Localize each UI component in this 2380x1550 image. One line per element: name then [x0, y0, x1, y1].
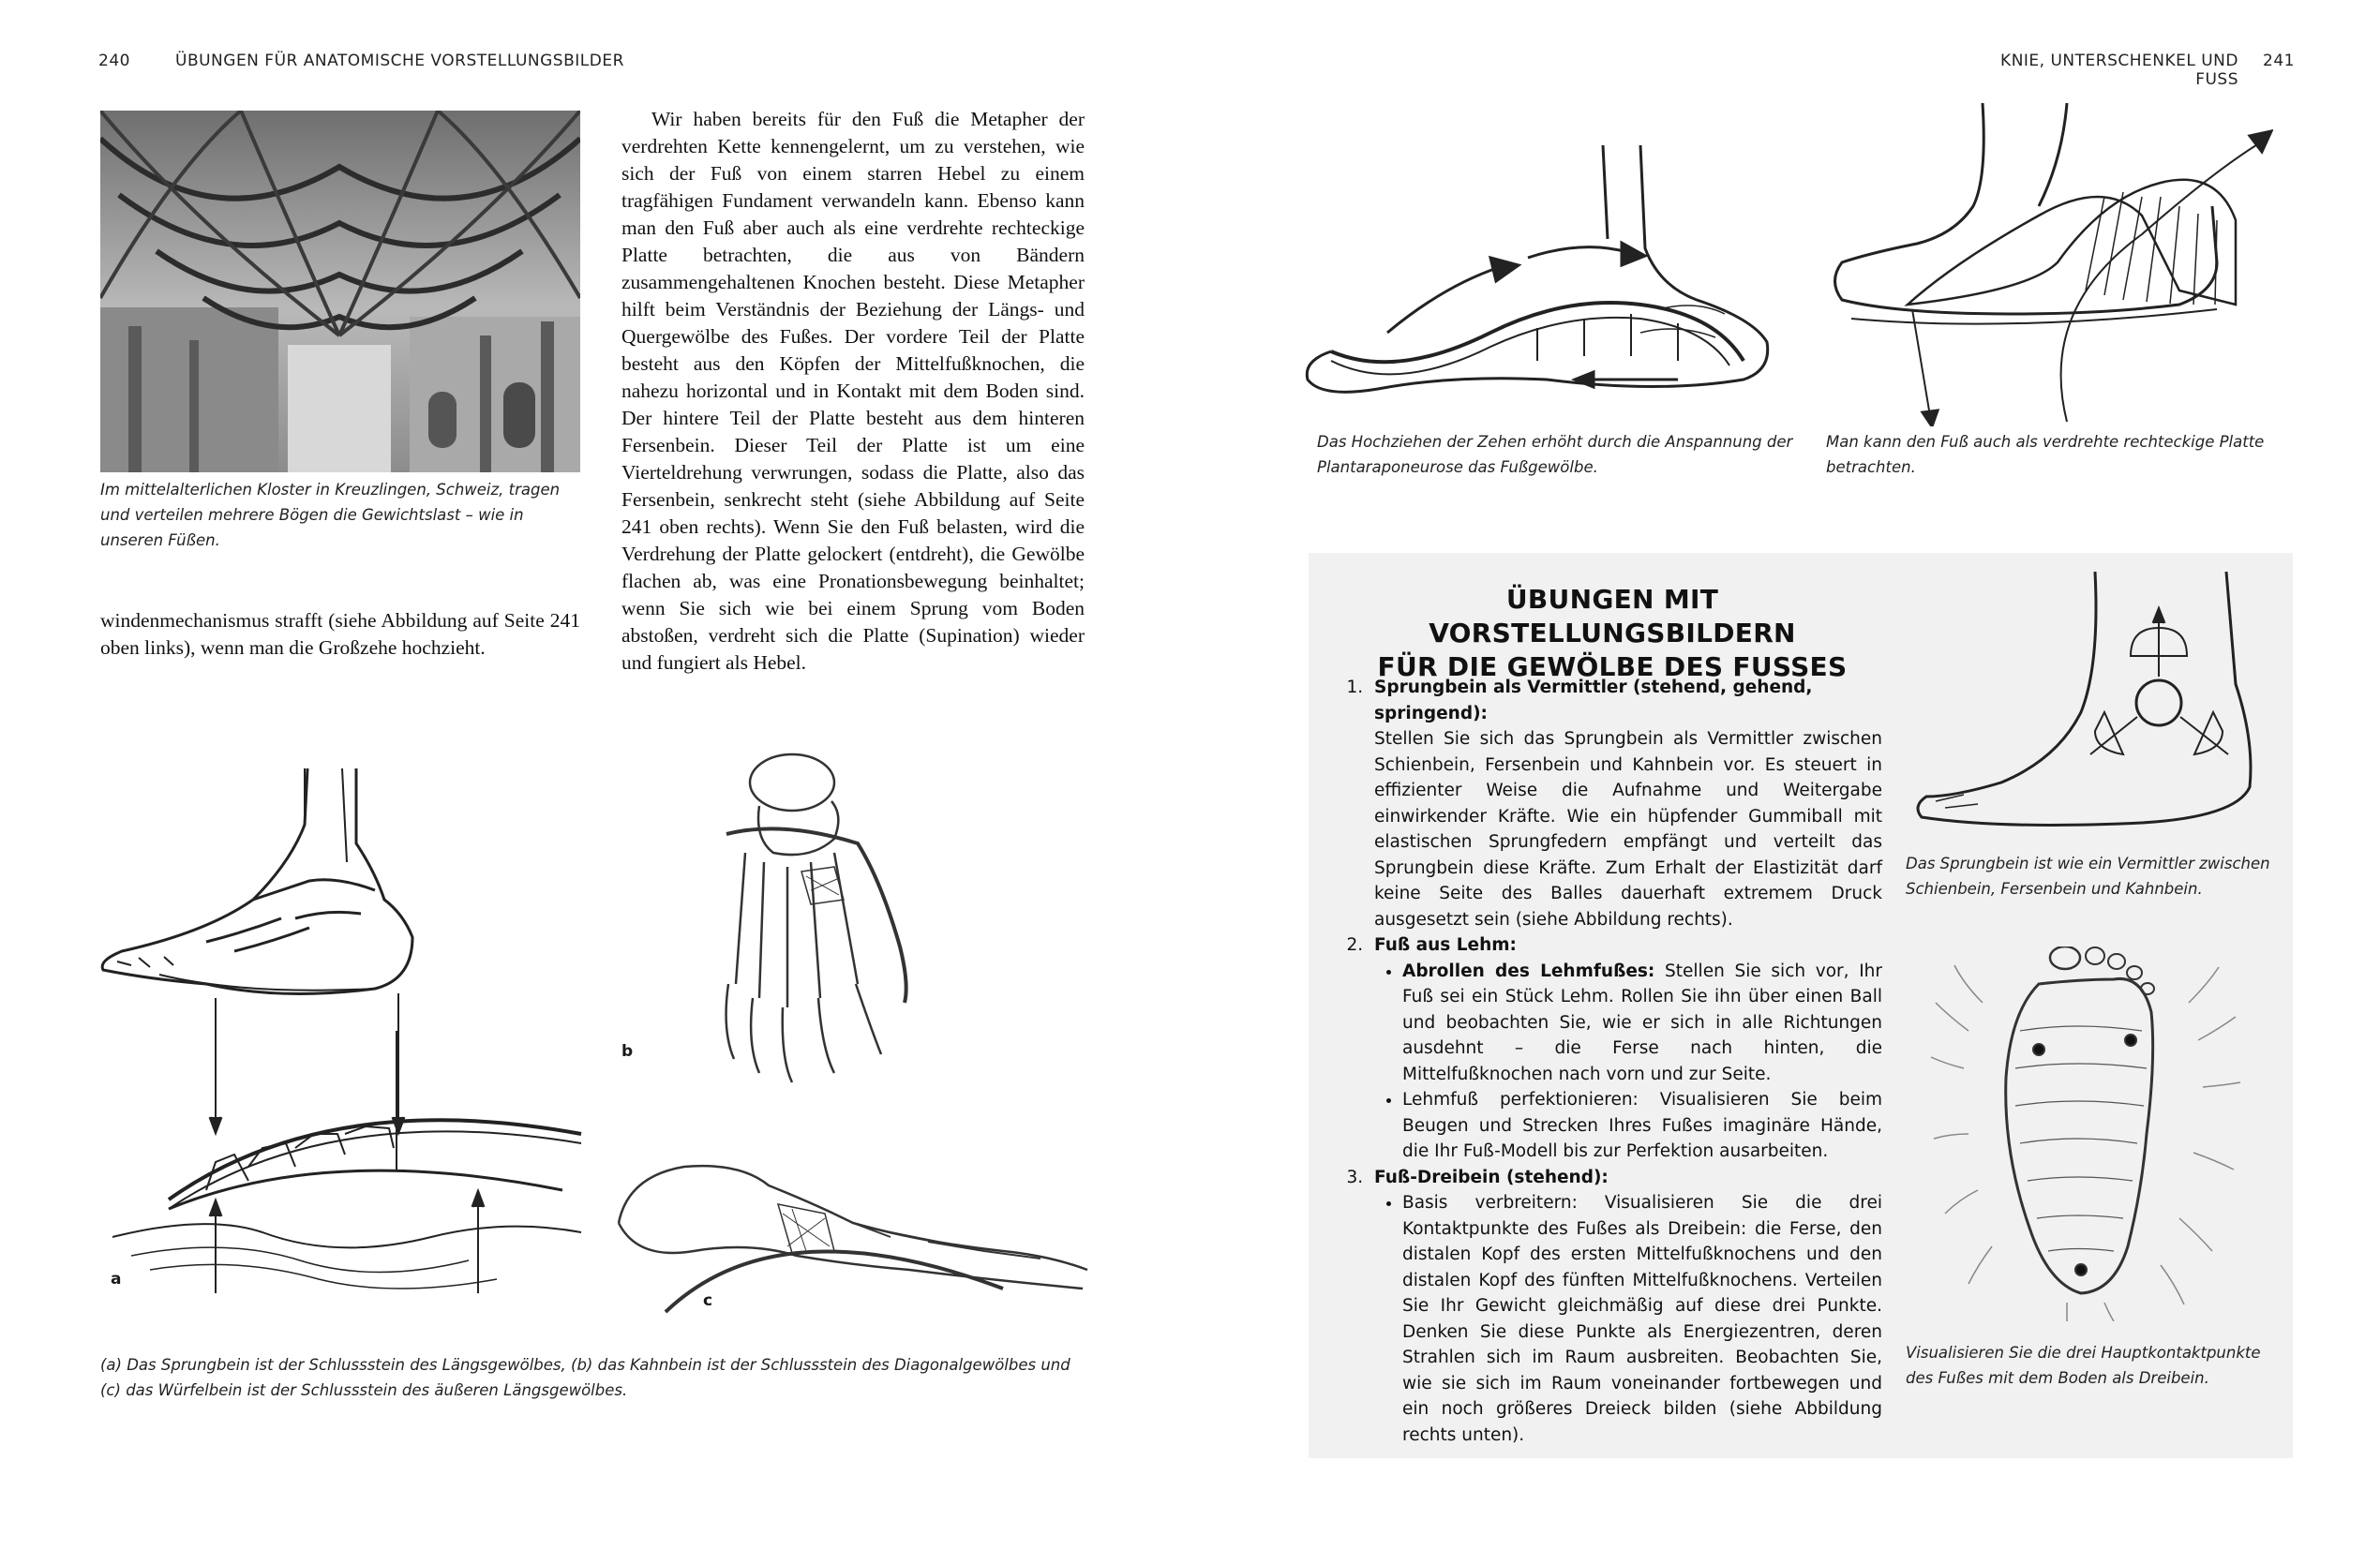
exercise-list [1329, 675, 1882, 1448]
exercise-box-title-line2: FÜR DIE GEWÖLBE DES FUSSES [1377, 651, 1848, 682]
column1-paragraph: windenmechanismus strafft (siehe Abbildung auf Seite 241 oben links), wenn man die Großzehe hochzieht. [100, 609, 580, 659]
caption-talus: Das Sprungbein ist wie ein Vermittler zwischen Schienbein, Fersenbein und Kahnbein. [1906, 855, 2270, 898]
figure-label-a: a [111, 1270, 122, 1289]
body-column-2 [621, 106, 1085, 677]
exercise-item-3-bullet-1: • Basis verbreitern: Visualisieren Sie die drei Kontaktpunkte des Fußes als Dreibein: die Ferse, den distalen Kopf des ersten Mittelfußknochens und den distalen Kopf des fünften Mittelfußknochens. Verteilen Sie Ihr Gewicht gleichmäßig auf diese drei Punkte. Denken Sie diese Punkte als Energiezentren, deren Strahlen sich im Raum ausbreiten. Beobachten Sie, wie sie sich im Raum voneinander fortbewegen und ein noch größeres Dreieck bilden (siehe Abbildung rechts unten). [1402, 1190, 1882, 1448]
exercise-item-2-bullet-1-text: Stellen Sie sich vor, Ihr Fuß sei ein Stück Lehm. Rollen Sie ihn über einen Ball und beobachten Sie, wie er sich in alle Richtungen ausdehnt – die Ferse nach hinten, die Mittelfußknochen nach vorn und zur Seite. [1402, 961, 1882, 1084]
figures-abc-caption: (a) Das Sprungbein ist der Schlussstein des Längsgewölbes, (b) das Kahnbein ist der Schlussstein des Diagonalgewölbes und (c) das Würfelbein ist der Schlussstein des äußeren Längsgewölbes. [100, 1356, 1070, 1399]
figure-label-b: b [621, 1042, 634, 1061]
photo-caption: Im mittelalterlichen Kloster in Kreuzlingen, Schweiz, tragen und verteilen mehrere Bögen die Gewichtslast – wie in unseren Füßen. [100, 481, 561, 549]
figure-talus-mediator [1908, 572, 2264, 848]
figure-foot-tripod [1926, 946, 2245, 1321]
left-page-number: 240 [98, 52, 130, 70]
exercise-item-3 [1369, 1165, 1882, 1449]
left-running-title: ÜBUNGEN FÜR ANATOMISCHE VORSTELLUNGSBILDER [175, 52, 624, 70]
exercise-item-2-bullet-2: • Lehmfuß perfektionieren: Visualisieren Sie beim Beugen und Strecken Ihres Fußes imaginäre Hände, die Ihr Fuß-Modell bis zur Perfektion ausarbeiten. [1402, 1087, 1882, 1165]
right-page-number: 241 [2263, 52, 2295, 70]
figure-windlass-mechanism [1303, 145, 1790, 417]
figure-c-lateral-arch [609, 1148, 1092, 1321]
exercise-item-2-bullet-1 [1402, 959, 1882, 1088]
body-column-1 [100, 607, 580, 662]
caption-windlass: Das Hochziehen der Zehen erhöht durch die Anspannung der Plantaraponeurose das Fußgewölbe. [1317, 433, 1793, 476]
caption-twisted-plate: Man kann den Fuß auch als verdrehte rechteckige Platte betrachten. [1826, 433, 2265, 476]
column2-paragraph: Wir haben bereits für den Fuß die Metapher der verdrehten Kette kennengelernt, um zu verstehen, wie sich der Fuß von einem starren Hebel zu einem tragfähigen Fundament verwandeln kann. Ebenso kann man den Fuß aber auch als eine verdrehte rechteckige Platte betrachten, die aus von Bändern zusammengehaltenen Knochen besteht. Diese Metapher hilft beim Verständnis der Beziehung der Längs- und Quergewölbe des Fußes. Der vordere Teil der Platte besteht aus den Köpfen der Mittelfußknochen, die nahezu horizontal und in Kontakt mit dem Boden sind. Der hintere Teil der Platte besteht aus dem hinteren Fersenbein. Dieser Teil der Platte ist um eine Vierteldrehung verwrungen, sodass die Platte, also das Fersenbein, senkrecht steht (siehe Abbildung auf Seite 241 oben rechts). Wenn Sie den Fuß belasten, wird die Verdrehung der Platte gelockert (entdreht), die Gewölbe flachen ab, was eine Pronationsbewegung beinhaltet; wenn Sie sich wie bei einem Sprung vom Boden abstoßen, verdreht sich die Platte (Supination) wieder und fungiert als Hebel. [621, 108, 1085, 674]
figure-b-diagonal-arch [670, 750, 933, 1092]
exercise-box-title [1331, 583, 1894, 684]
exercise-item-2 [1369, 932, 1882, 1165]
exercise-item-1-text: Stellen Sie sich das Sprungbein als Vermittler zwischen Schienbein, Fersenbein und Kahnbein vor. Es steuert in effizienter Weise die Aufnahme und Weitergabe einwirkender Kräfte. Wie ein hüpfender Gummiball mit elastischen Sprungfedern empfängt und verteilt das Sprungbein diese Kräfte. Zum Erhalt der Elastizität darf keine Seite des Balles dauerhaft extremem Druck ausgesetzt sein (siehe Abbildung rechts). [1374, 729, 1882, 930]
figure-twisted-plate [1823, 103, 2273, 426]
exercise-item-1-title: Sprungbein als Vermittler (stehend, gehend, springend): [1374, 678, 1813, 723]
caption-tripod: Visualisieren Sie die drei Hauptkontaktpunkte des Fußes mit dem Boden als Dreibein. [1906, 1344, 2261, 1387]
exercise-item-3-title: Fuß-Dreibein (stehend): [1374, 1167, 1609, 1187]
figure-label-c: c [703, 1291, 713, 1310]
exercise-box-title-line1: ÜBUNGEN MIT VORSTELLUNGSBILDERN [1429, 584, 1796, 648]
exercise-item-2-bullet-1-title: Abrollen des Lehmfußes: [1402, 961, 1655, 981]
exercise-item-2-title: Fuß aus Lehm: [1374, 935, 1517, 955]
figure-a-longitudinal-arch [94, 750, 600, 1312]
cloister-photo [100, 111, 580, 472]
right-running-title: KNIE, UNTERSCHENKEL UND FUSS [2000, 52, 2238, 89]
exercise-item-1 [1369, 675, 1882, 932]
